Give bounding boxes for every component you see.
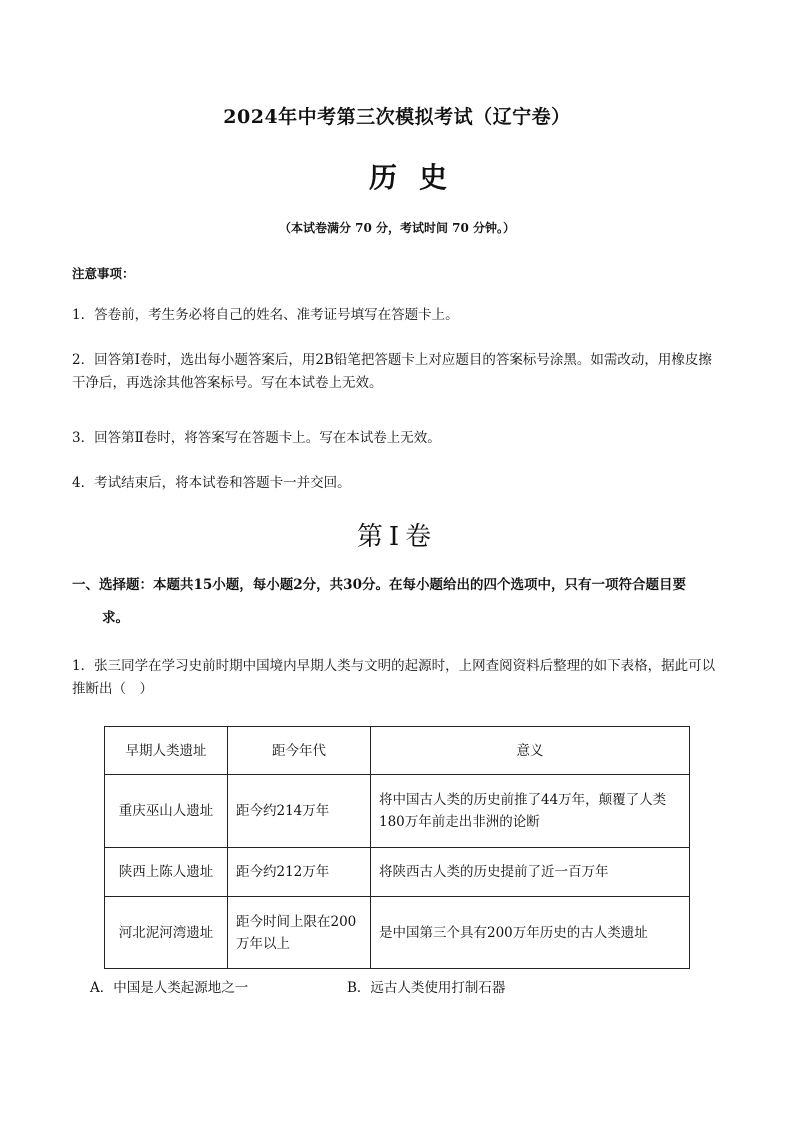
question-1-table [104,726,690,969]
table-cell: 将陕西古人类的历史提前了近一百万年 [371,848,690,897]
option-b: B．远古人类使用打制石器 [347,980,506,996]
table-cell: 将中国古人类的历史前推了44万年，颠覆了人类180万年前走出非洲的论断 [371,775,690,848]
notice-heading: 注意事项： [72,266,135,281]
part-one-instructions [72,574,724,630]
part-one-line-1: 一、选择题：本题共15小题，每小题2分，共30分。在每小题给出的四个选项中，只有一项符合题目要 [72,577,686,593]
table-row [105,775,690,848]
section-title: 第Ⅰ卷 [356,522,438,552]
notice-item-3: 3．回答第Ⅱ卷时，将答案写在答题卡上。写在本试卷上无效。 [72,430,441,446]
table-header-row [105,727,690,775]
table-cell: 陕西上陈人遗址 [105,848,228,897]
table-cell: 河北泥河湾遗址 [105,897,228,969]
notice-item-2: 2．回答第Ⅰ卷时，选出每小题答案后，用2B铅笔把答题卡上对应题目的答案标号涂黑。如需改动，用橡皮擦干净后，再选涂其他答案标号。写在本试卷上无效。 [72,352,712,391]
subject-title: 历史 [368,161,469,194]
table-row [105,897,690,969]
question-1-stem: 1．张三同学在学习史前时期中国境内早期人类与文明的起源时，上网查阅资料后整理的如下表格，据此可以推断出（ ） [72,658,716,697]
table-header-cell: 意义 [371,727,690,775]
exam-title: 2024年中考第三次模拟考试（辽宁卷） [223,106,571,128]
notice-item-4: 4．考试结束后，将本试卷和答题卡一并交回。 [72,475,351,491]
table-row [105,848,690,897]
table-header-cell: 早期人类遗址 [105,727,228,775]
table-cell: 距今约214万年 [228,775,371,848]
notice-item-1: 1．答卷前，考生务必将自己的姓名、准考证号填写在答题卡上。 [72,307,459,323]
table-header-cell: 距今年代 [228,727,371,775]
part-one-line-2: 求。 [102,610,129,626]
option-a: A．中国是人类起源地之一 [90,980,249,996]
table-cell: 重庆巫山人遗址 [105,775,228,848]
table-cell: 距今约212万年 [228,848,371,897]
table-cell: 是中国第三个具有200万年历史的古人类遗址 [371,897,690,969]
score-note: （本试卷满分 70 分，考试时间 70 分钟。） [278,221,516,235]
table-cell: 距今时间上限在200万年以上 [228,897,371,969]
